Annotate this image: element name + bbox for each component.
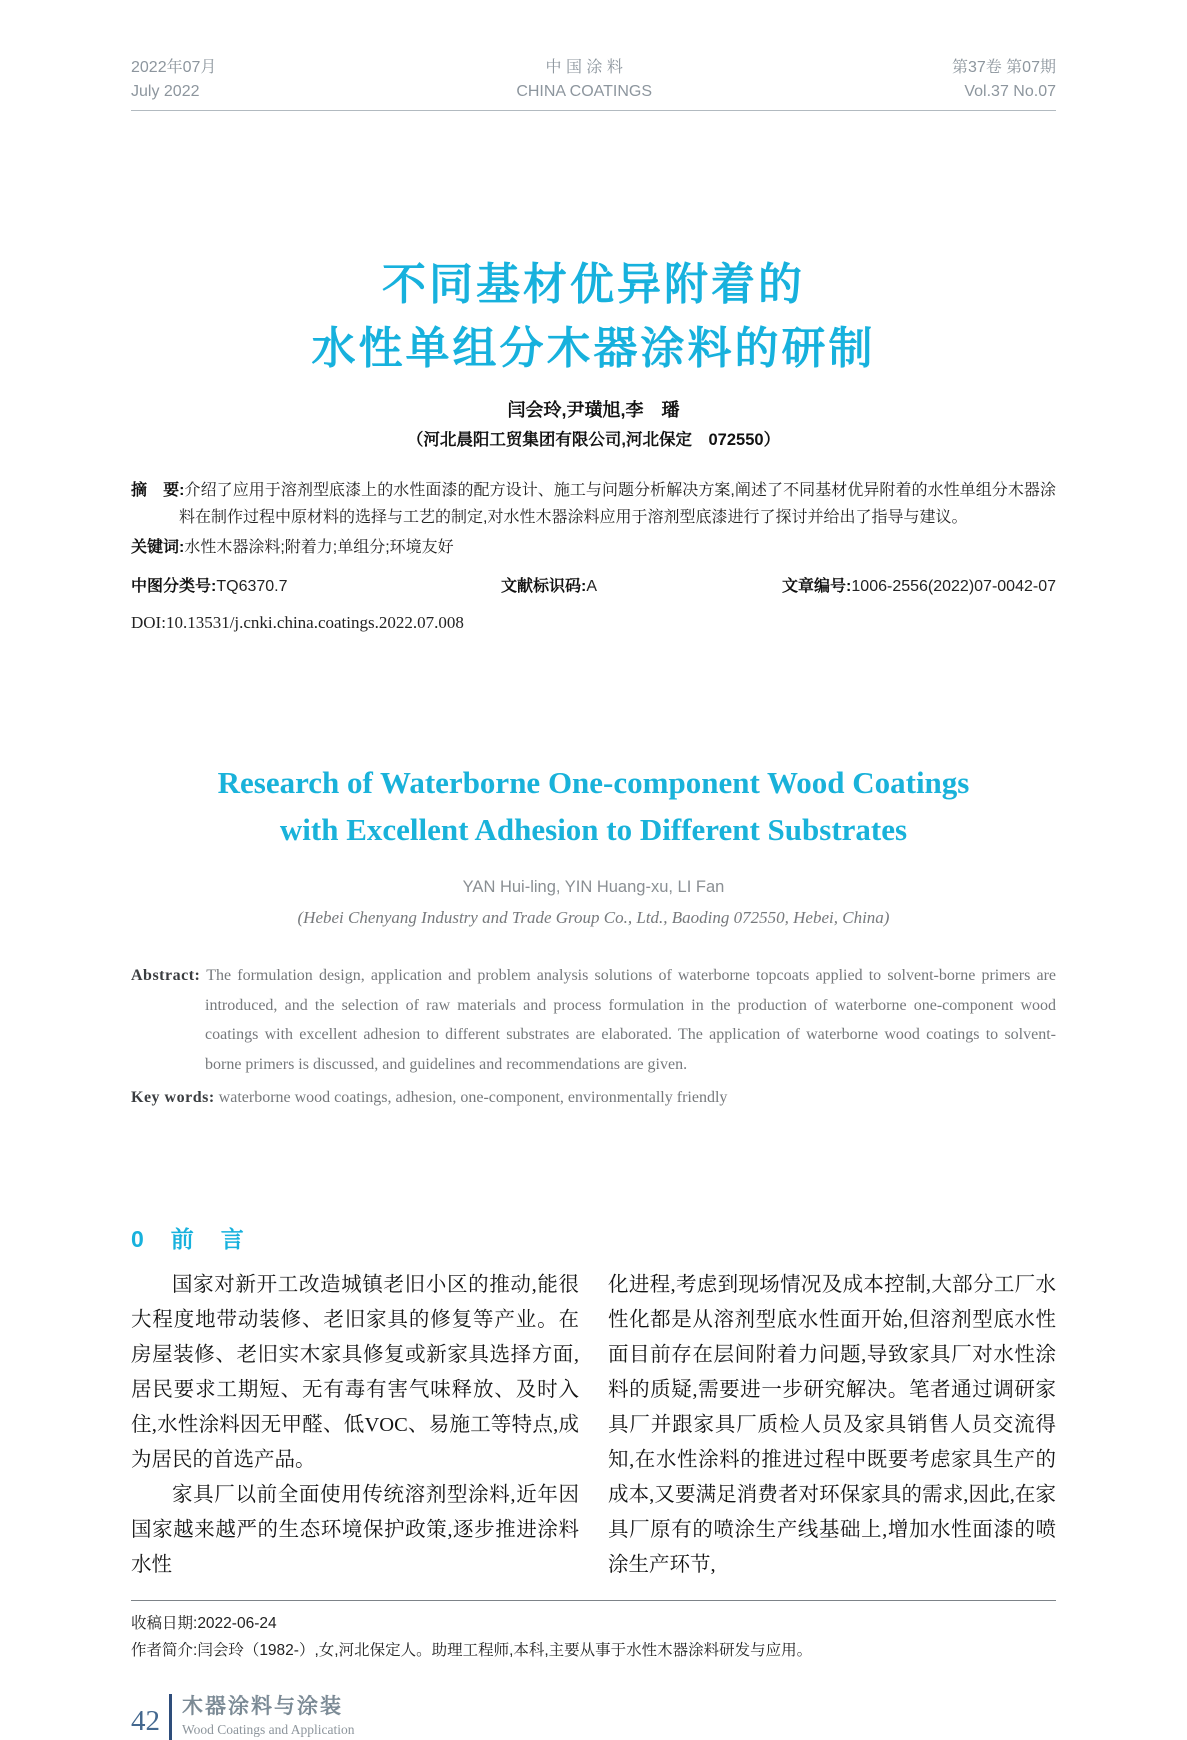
body-column-right bbox=[608, 1268, 1056, 1583]
header-journal-name bbox=[516, 56, 652, 104]
issue-date-en: July 2022 bbox=[131, 83, 200, 100]
paragraph: 家具厂以前全面使用传统溶剂型涂料,近年因国家越来越严的生态环境保护政策,逐步推进涂料水性 bbox=[131, 1484, 579, 1576]
abstract-en-label: Abstract: bbox=[131, 967, 201, 984]
page-number: 42 bbox=[131, 1705, 160, 1737]
header-issue-date bbox=[131, 56, 216, 104]
document-code bbox=[501, 574, 769, 600]
keywords-en-label: Key words: bbox=[131, 1089, 215, 1106]
authors-cn: 闫会玲,尹璜旭,李 璠 bbox=[507, 400, 680, 420]
clc-label: 中图分类号: bbox=[131, 578, 217, 595]
classification-row bbox=[131, 574, 1056, 600]
paragraph: 国家对新开工改造城镇老旧小区的推动,能很大程度地带动装修、老旧家具的修复等产业。在房屋装修、老旧实木家具修复或新家具选择方面,居民要求工期短、无有毒有害气味释放、及时入住,水性涂料因无甲醛、低VOC、易施工等特点,成为居民的首选产品。 bbox=[131, 1274, 579, 1471]
abstract-en bbox=[131, 961, 1056, 1079]
article-title-cn bbox=[131, 253, 1056, 381]
doi: DOI:10.13531/j.cnki.china.coatings.2022.07.008 bbox=[131, 613, 464, 632]
section-heading-intro: 0 前 言 bbox=[131, 1226, 246, 1252]
article-title-cn-line2: 水性单组分木器涂料的研制 bbox=[311, 324, 876, 373]
journal-header bbox=[131, 56, 1056, 111]
abstract-en-text: The formulation design, application and problem analysis solutions of waterborne topcoats applied to solvent-borne primers are introduced, and the selection of raw materials and process formulation in the production of waterborne one-component wood coatings with excellent adhesion to different substrates are elaborated. The application of waterborne wood coatings to solvent-borne primers is discussed, and guidelines and recommendations are given. bbox=[205, 967, 1056, 1073]
page-footer bbox=[131, 1694, 1056, 1740]
article-title-en-line2: with Excellent Adhesion to Different Substrates bbox=[279, 812, 908, 847]
abstract-cn-text: 介绍了应用于溶剂型底漆上的水性面漆的配方设计、施工与问题分析解决方案,阐述了不同基材优异附着的水性单组分木器涂料在制作过程中原材料的选择与工艺的制定,对水性木器涂料应用于溶剂型底漆进行了探讨并给出了指导与建议。 bbox=[179, 482, 1056, 526]
article-number-label: 文章编号: bbox=[782, 578, 852, 595]
author-bio-label: 作者简介: bbox=[131, 1642, 198, 1659]
journal-name-cn: 中 国 涂 料 bbox=[545, 59, 623, 76]
body-columns bbox=[131, 1268, 1056, 1583]
author-bio bbox=[131, 1637, 1056, 1664]
clc-number bbox=[131, 574, 501, 600]
header-volume-info bbox=[952, 56, 1056, 104]
volume-issue-en: Vol.37 No.07 bbox=[964, 83, 1056, 100]
footer-section-title bbox=[182, 1695, 355, 1739]
footnote-block bbox=[131, 1600, 1056, 1664]
abstract-cn-label: 摘 要: bbox=[131, 482, 185, 499]
document-code-value: A bbox=[586, 578, 598, 595]
issue-date-cn: 2022年07月 bbox=[131, 59, 217, 76]
body-column-left bbox=[131, 1268, 579, 1583]
article-title-cn-line1: 不同基材优异附着的 bbox=[382, 260, 805, 309]
abstract-cn bbox=[131, 477, 1056, 531]
article-title-en-line1: Research of Waterborne One-component Wood Coatings bbox=[217, 765, 970, 800]
keywords-en-text: waterborne wood coatings, adhesion, one-component, environmentally friendly bbox=[218, 1089, 728, 1106]
received-date-value: 2022-06-24 bbox=[197, 1615, 277, 1632]
keywords-cn-label: 关键词: bbox=[131, 539, 185, 556]
paragraph: 化进程,考虑到现场情况及成本控制,大部分工厂水性化都是从溶剂型底水性面开始,但溶剂型底水性面目前存在层间附着力问题,导致家具厂对水性涂料的质疑,需要进一步研究解决。笔者通过调研家具厂并跟家具厂质检人员及家具销售人员交流得知,在水性涂料的推进过程中既要考虑家具生产的成本,又要满足消费者对环保家具的需求,因此,在家具厂原有的喷涂生产线基础上,增加水性面漆的喷涂生产环节, bbox=[608, 1274, 1056, 1576]
volume-issue-cn: 第37卷 第07期 bbox=[951, 59, 1056, 76]
author-bio-value: 闫会玲（1982-）,女,河北保定人。助理工程师,本科,主要从事于水性木器涂料研发与应用。 bbox=[197, 1642, 813, 1659]
keywords-cn-text: 水性木器涂料;附着力;单组分;环境友好 bbox=[184, 539, 454, 556]
received-date bbox=[131, 1610, 1056, 1637]
authors-en: YAN Hui-ling, YIN Huang-xu, LI Fan bbox=[462, 878, 725, 896]
affiliation-en: (Hebei Chenyang Industry and Trade Group Co., Ltd., Baoding 072550, Hebei, China) bbox=[297, 908, 890, 927]
article-number bbox=[769, 574, 1056, 600]
footer-section-en: Wood Coatings and Application bbox=[182, 1722, 355, 1737]
article-title-en bbox=[131, 759, 1056, 853]
received-date-label: 收稿日期: bbox=[131, 1615, 198, 1632]
affiliation-cn: （河北晨阳工贸集团有限公司,河北保定 072550） bbox=[406, 431, 781, 449]
clc-value: TQ6370.7 bbox=[216, 578, 288, 595]
article-number-value: 1006-2556(2022)07-0042-07 bbox=[851, 578, 1056, 595]
keywords-cn bbox=[131, 534, 1056, 561]
footer-divider-bar bbox=[169, 1694, 172, 1740]
journal-name-en: CHINA COATINGS bbox=[516, 83, 653, 100]
footer-section-cn: 木器涂料与涂装 bbox=[182, 1695, 343, 1718]
document-code-label: 文献标识码: bbox=[501, 578, 587, 595]
keywords-en bbox=[131, 1083, 1056, 1112]
